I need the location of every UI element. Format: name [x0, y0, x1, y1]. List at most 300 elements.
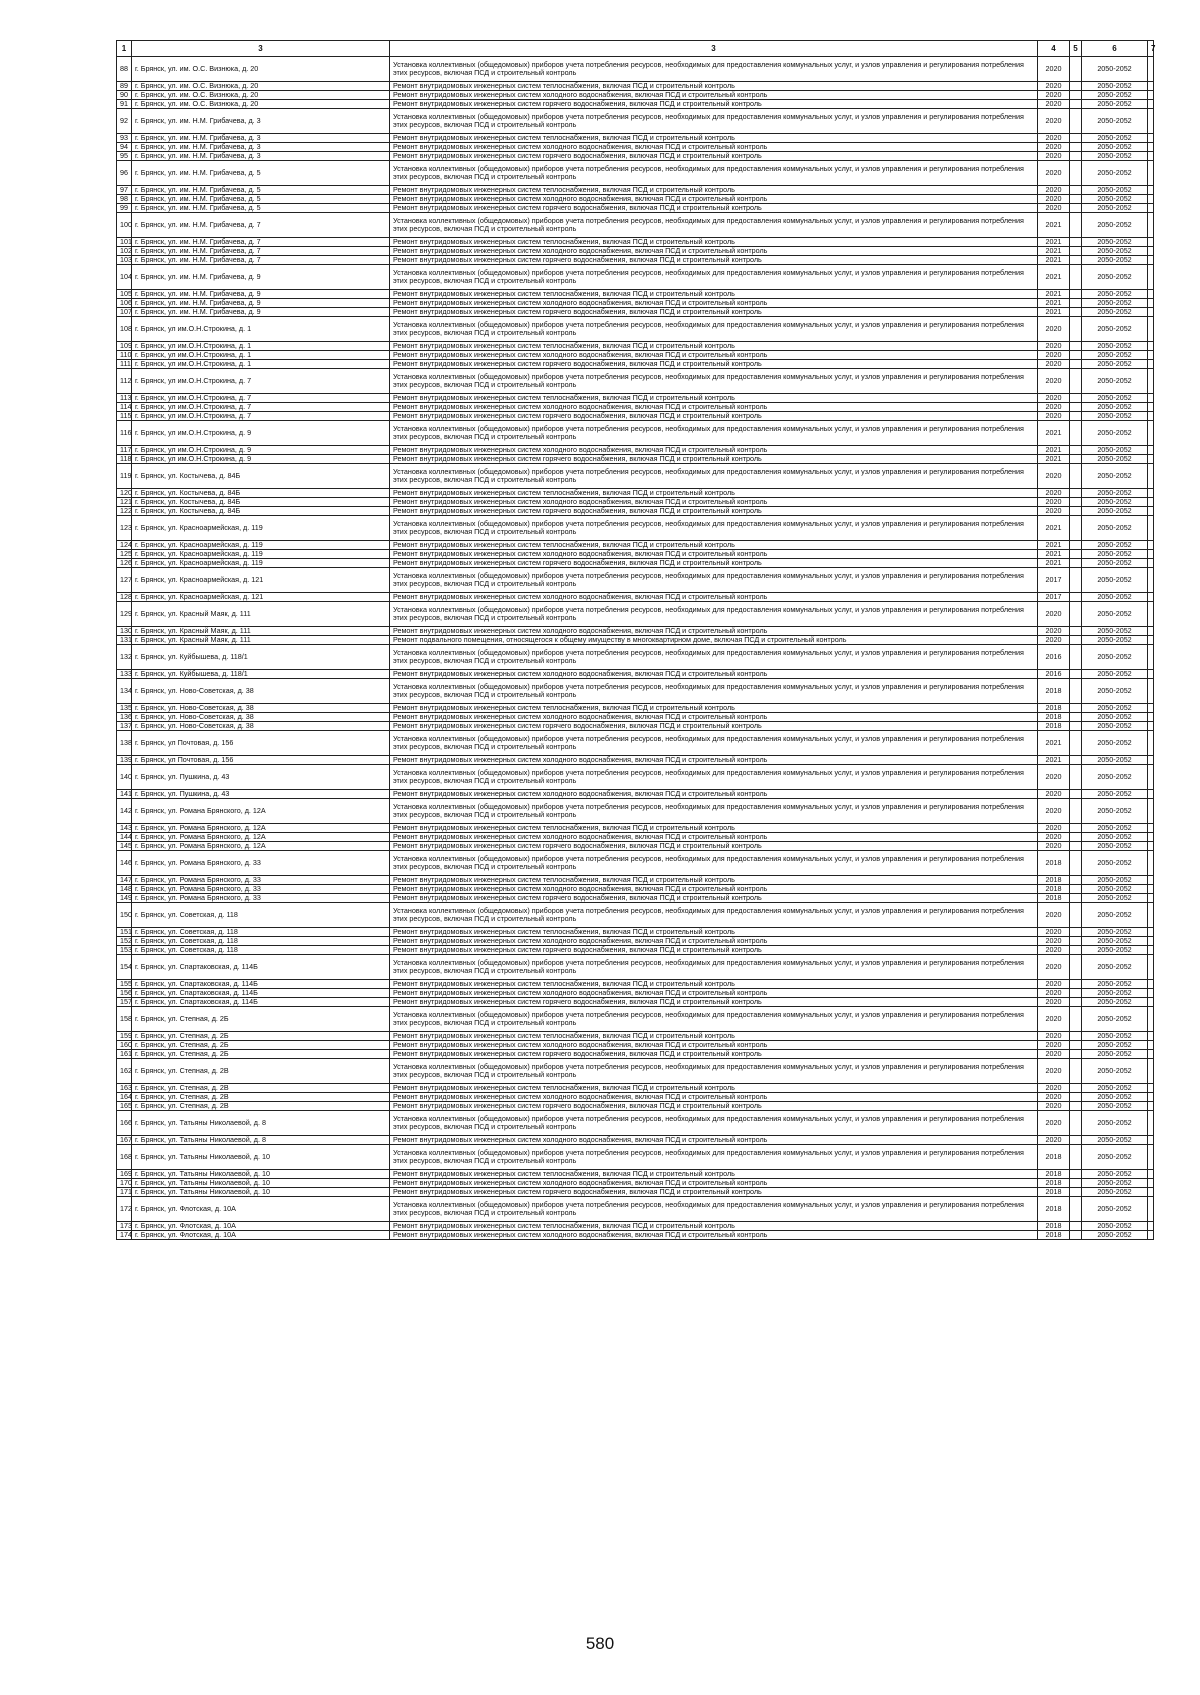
- row-work-description: Ремонт внутридомовых инженерных систем холодного водоснабжения, включая ПСД и строительный контроль: [390, 937, 1038, 946]
- row-year: 2018: [1038, 1197, 1070, 1222]
- row-period: 2050-2052: [1082, 143, 1148, 152]
- row-work-description: Установка коллективных (общедомовых) приборов учета потребления ресурсов, необходимых для предоставления коммунальных услуг, и узлов управления и регулирования потребления этих ресурсов, включая ПСД и строительный контроль: [390, 1007, 1038, 1032]
- row-work-description: Ремонт внутридомовых инженерных систем горячего водоснабжения, включая ПСД и строительный контроль: [390, 455, 1038, 464]
- row-work-description: Ремонт внутридомовых инженерных систем горячего водоснабжения, включая ПСД и строительный контроль: [390, 998, 1038, 1007]
- row-year: 2020: [1038, 91, 1070, 100]
- table-row: [117, 593, 1154, 602]
- row-empty-last: [1148, 1093, 1154, 1102]
- row-empty-last: [1148, 593, 1154, 602]
- row-number: 159: [117, 1032, 132, 1041]
- row-year: 2021: [1038, 756, 1070, 765]
- table-row: [117, 1102, 1154, 1111]
- row-empty-last: [1148, 100, 1154, 109]
- row-address: г. Брянск, ул. Татьяны Николаевой, д. 10: [132, 1179, 390, 1188]
- row-empty-last: [1148, 204, 1154, 213]
- table-row: [117, 308, 1154, 317]
- row-number: 172: [117, 1197, 132, 1222]
- table-row: [117, 722, 1154, 731]
- row-year: 2020: [1038, 998, 1070, 1007]
- row-year: 2021: [1038, 421, 1070, 446]
- row-empty: [1070, 1032, 1082, 1041]
- row-number: 151: [117, 928, 132, 937]
- row-empty: [1070, 989, 1082, 998]
- row-number: 148: [117, 885, 132, 894]
- row-year: 2018: [1038, 894, 1070, 903]
- row-empty-last: [1148, 1007, 1154, 1032]
- row-year: 2020: [1038, 1050, 1070, 1059]
- row-year: 2020: [1038, 1041, 1070, 1050]
- row-empty: [1070, 593, 1082, 602]
- row-work-description: Ремонт внутридомовых инженерных систем теплоснабжения, включая ПСД и строительный контроль: [390, 82, 1038, 91]
- row-address: г. Брянск, ул. им. Н.М. Грибачева, д. 5: [132, 195, 390, 204]
- row-work-description: Ремонт внутридомовых инженерных систем горячего водоснабжения, включая ПСД и строительный контроль: [390, 1188, 1038, 1197]
- row-number: 134: [117, 679, 132, 704]
- row-address: г. Брянск, ул. Романа Брянского, д. 12А: [132, 799, 390, 824]
- row-period: 2050-2052: [1082, 894, 1148, 903]
- row-work-description: Ремонт внутридомовых инженерных систем холодного водоснабжения, включая ПСД и строительный контроль: [390, 550, 1038, 559]
- table-row: [117, 1050, 1154, 1059]
- row-work-description: Установка коллективных (общедомовых) приборов учета потребления ресурсов, необходимых для предоставления коммунальных услуг, и узлов управления и регулирования потребления этих ресурсов, включая ПСД и строительный контроль: [390, 464, 1038, 489]
- row-period: 2050-2052: [1082, 593, 1148, 602]
- row-empty: [1070, 109, 1082, 134]
- row-number: 93: [117, 134, 132, 143]
- header-col-6: 6: [1082, 41, 1148, 57]
- row-number: 125: [117, 550, 132, 559]
- row-period: 2050-2052: [1082, 998, 1148, 1007]
- row-number: 165: [117, 1102, 132, 1111]
- row-period: 2050-2052: [1082, 670, 1148, 679]
- row-empty-last: [1148, 412, 1154, 421]
- table-row: [117, 756, 1154, 765]
- row-empty-last: [1148, 636, 1154, 645]
- table-body: [117, 57, 1154, 1240]
- row-period: 2050-2052: [1082, 704, 1148, 713]
- table-row: [117, 256, 1154, 265]
- row-period: 2050-2052: [1082, 568, 1148, 593]
- row-period: 2050-2052: [1082, 928, 1148, 937]
- row-period: 2050-2052: [1082, 265, 1148, 290]
- table-row: [117, 152, 1154, 161]
- row-empty: [1070, 1111, 1082, 1136]
- row-address: г. Брянск, ул им.О.Н.Строкина, д. 7: [132, 403, 390, 412]
- table-row: [117, 636, 1154, 645]
- row-address: г. Брянск, ул. Красноармейская, д. 119: [132, 541, 390, 550]
- row-work-description: Ремонт внутридомовых инженерных систем горячего водоснабжения, включая ПСД и строительный контроль: [390, 507, 1038, 516]
- row-year: 2020: [1038, 636, 1070, 645]
- row-empty-last: [1148, 308, 1154, 317]
- row-work-description: Ремонт внутридомовых инженерных систем теплоснабжения, включая ПСД и строительный контроль: [390, 1032, 1038, 1041]
- row-empty-last: [1148, 143, 1154, 152]
- row-year: 2020: [1038, 790, 1070, 799]
- table-row: [117, 1231, 1154, 1240]
- row-address: г. Брянск, ул. Степная, д. 2Б: [132, 1050, 390, 1059]
- row-empty: [1070, 722, 1082, 731]
- row-number: 150: [117, 903, 132, 928]
- table-row: [117, 799, 1154, 824]
- row-work-description: Ремонт внутридомовых инженерных систем холодного водоснабжения, включая ПСД и строительный контроль: [390, 713, 1038, 722]
- row-period: 2050-2052: [1082, 1145, 1148, 1170]
- row-address: г. Брянск, ул им.О.Н.Строкина, д. 1: [132, 351, 390, 360]
- row-address: г. Брянск, ул. Спартаковская, д. 114Б: [132, 980, 390, 989]
- row-number: 107: [117, 308, 132, 317]
- row-empty: [1070, 559, 1082, 568]
- row-number: 174: [117, 1231, 132, 1240]
- row-empty: [1070, 507, 1082, 516]
- table-row: [117, 765, 1154, 790]
- row-number: 130: [117, 627, 132, 636]
- row-year: 2020: [1038, 937, 1070, 946]
- row-period: 2050-2052: [1082, 446, 1148, 455]
- row-empty: [1070, 1041, 1082, 1050]
- row-work-description: Ремонт внутридомовых инженерных систем теплоснабжения, включая ПСД и строительный контроль: [390, 238, 1038, 247]
- row-number: 133: [117, 670, 132, 679]
- row-number: 129: [117, 602, 132, 627]
- row-empty: [1070, 679, 1082, 704]
- row-empty-last: [1148, 1197, 1154, 1222]
- row-empty-last: [1148, 489, 1154, 498]
- row-number: 157: [117, 998, 132, 1007]
- row-period: 2050-2052: [1082, 713, 1148, 722]
- row-year: 2018: [1038, 679, 1070, 704]
- row-empty: [1070, 82, 1082, 91]
- row-work-description: Ремонт внутридомовых инженерных систем холодного водоснабжения, включая ПСД и строительный контроль: [390, 756, 1038, 765]
- row-work-description: Ремонт внутридомовых инженерных систем холодного водоснабжения, включая ПСД и строительный контроль: [390, 247, 1038, 256]
- row-period: 2050-2052: [1082, 161, 1148, 186]
- header-col-7: 7: [1148, 41, 1154, 57]
- table-row: [117, 903, 1154, 928]
- row-empty-last: [1148, 602, 1154, 627]
- row-empty: [1070, 998, 1082, 1007]
- row-address: г. Брянск, ул им.О.Н.Строкина, д. 7: [132, 412, 390, 421]
- row-year: 2021: [1038, 299, 1070, 308]
- row-empty: [1070, 1059, 1082, 1084]
- table-row: [117, 516, 1154, 541]
- table-row: [117, 1059, 1154, 1084]
- row-empty-last: [1148, 1179, 1154, 1188]
- row-address: г. Брянск, ул. им. Н.М. Грибачева, д. 5: [132, 204, 390, 213]
- row-empty-last: [1148, 679, 1154, 704]
- row-empty-last: [1148, 213, 1154, 238]
- row-work-description: Установка коллективных (общедомовых) приборов учета потребления ресурсов, необходимых для предоставления коммунальных услуг, и узлов управления и регулирования потребления этих ресурсов, включая ПСД и строительный контроль: [390, 317, 1038, 342]
- row-number: 102: [117, 247, 132, 256]
- row-address: г. Брянск, ул. Татьяны Николаевой, д. 10: [132, 1188, 390, 1197]
- row-empty-last: [1148, 568, 1154, 593]
- row-year: 2020: [1038, 980, 1070, 989]
- row-work-description: Ремонт внутридомовых инженерных систем холодного водоснабжения, включая ПСД и строительный контроль: [390, 1179, 1038, 1188]
- row-empty-last: [1148, 1145, 1154, 1170]
- row-work-description: Установка коллективных (общедомовых) приборов учета потребления ресурсов, необходимых для предоставления коммунальных услуг, и узлов управления и регулирования потребления этих ресурсов, включая ПСД и строительный контроль: [390, 265, 1038, 290]
- row-address: г. Брянск, ул. Куйбышева, д. 118/1: [132, 645, 390, 670]
- row-work-description: Ремонт внутридомовых инженерных систем холодного водоснабжения, включая ПСД и строительный контроль: [390, 885, 1038, 894]
- row-period: 2050-2052: [1082, 722, 1148, 731]
- row-year: 2020: [1038, 1007, 1070, 1032]
- row-number: 137: [117, 722, 132, 731]
- row-empty: [1070, 842, 1082, 851]
- row-year: 2020: [1038, 498, 1070, 507]
- row-period: 2050-2052: [1082, 765, 1148, 790]
- row-empty-last: [1148, 1231, 1154, 1240]
- row-address: г. Брянск, ул. Степная, д. 2В: [132, 1084, 390, 1093]
- repair-schedule-table: [116, 40, 1154, 1240]
- row-empty: [1070, 885, 1082, 894]
- row-period: 2050-2052: [1082, 317, 1148, 342]
- row-period: 2050-2052: [1082, 833, 1148, 842]
- row-period: 2050-2052: [1082, 937, 1148, 946]
- row-empty-last: [1148, 946, 1154, 955]
- row-address: г. Брянск, ул. Флотская, д. 10А: [132, 1231, 390, 1240]
- row-empty-last: [1148, 989, 1154, 998]
- row-empty: [1070, 403, 1082, 412]
- row-work-description: Установка коллективных (общедомовых) приборов учета потребления ресурсов, необходимых для предоставления коммунальных услуг, и узлов управления и регулирования потребления этих ресурсов, включая ПСД и строительный контроль: [390, 213, 1038, 238]
- row-period: 2050-2052: [1082, 421, 1148, 446]
- row-address: г. Брянск, ул. Татьяны Николаевой, д. 8: [132, 1111, 390, 1136]
- row-year: 2021: [1038, 446, 1070, 455]
- table-row: [117, 851, 1154, 876]
- row-address: г. Брянск, ул. Романа Брянского, д. 33: [132, 851, 390, 876]
- row-empty: [1070, 143, 1082, 152]
- row-work-description: Ремонт внутридомовых инженерных систем холодного водоснабжения, включая ПСД и строительный контроль: [390, 1231, 1038, 1240]
- row-work-description: Ремонт внутридомовых инженерных систем теплоснабжения, включая ПСД и строительный контроль: [390, 342, 1038, 351]
- row-number: 100: [117, 213, 132, 238]
- row-work-description: Ремонт внутридомовых инженерных систем теплоснабжения, включая ПСД и строительный контроль: [390, 824, 1038, 833]
- row-empty: [1070, 645, 1082, 670]
- row-empty-last: [1148, 670, 1154, 679]
- row-number: 119: [117, 464, 132, 489]
- row-number: 158: [117, 1007, 132, 1032]
- row-empty: [1070, 1050, 1082, 1059]
- row-period: 2050-2052: [1082, 1050, 1148, 1059]
- row-empty: [1070, 238, 1082, 247]
- row-empty: [1070, 152, 1082, 161]
- row-period: 2050-2052: [1082, 799, 1148, 824]
- row-year: 2020: [1038, 955, 1070, 980]
- row-number: 95: [117, 152, 132, 161]
- table-row: [117, 421, 1154, 446]
- row-empty: [1070, 894, 1082, 903]
- row-empty-last: [1148, 1032, 1154, 1041]
- row-empty: [1070, 876, 1082, 885]
- row-number: 169: [117, 1170, 132, 1179]
- row-empty: [1070, 1179, 1082, 1188]
- row-empty-last: [1148, 1111, 1154, 1136]
- row-number: 108: [117, 317, 132, 342]
- row-empty: [1070, 256, 1082, 265]
- row-work-description: Ремонт внутридомовых инженерных систем теплоснабжения, включая ПСД и строительный контроль: [390, 980, 1038, 989]
- table-row: [117, 670, 1154, 679]
- row-number: 98: [117, 195, 132, 204]
- row-year: 2020: [1038, 928, 1070, 937]
- row-year: 2021: [1038, 238, 1070, 247]
- table-row: [117, 455, 1154, 464]
- row-year: 2020: [1038, 360, 1070, 369]
- row-empty: [1070, 1007, 1082, 1032]
- row-period: 2050-2052: [1082, 455, 1148, 464]
- row-empty-last: [1148, 351, 1154, 360]
- row-work-description: Ремонт внутридомовых инженерных систем холодного водоснабжения, включая ПСД и строительный контроль: [390, 195, 1038, 204]
- row-empty-last: [1148, 369, 1154, 394]
- row-period: 2050-2052: [1082, 679, 1148, 704]
- row-number: 115: [117, 412, 132, 421]
- row-number: 110: [117, 351, 132, 360]
- row-empty: [1070, 91, 1082, 100]
- row-period: 2050-2052: [1082, 489, 1148, 498]
- row-work-description: Установка коллективных (общедомовых) приборов учета потребления ресурсов, необходимых для предоставления коммунальных услуг, и узлов управления и регулирования потребления этих ресурсов, включая ПСД и строительный контроль: [390, 516, 1038, 541]
- row-address: г. Брянск, ул. Красноармейская, д. 119: [132, 550, 390, 559]
- row-empty-last: [1148, 91, 1154, 100]
- row-number: 146: [117, 851, 132, 876]
- row-empty-last: [1148, 161, 1154, 186]
- row-period: 2050-2052: [1082, 645, 1148, 670]
- row-period: 2050-2052: [1082, 351, 1148, 360]
- row-year: 2016: [1038, 670, 1070, 679]
- row-number: 109: [117, 342, 132, 351]
- row-period: 2050-2052: [1082, 134, 1148, 143]
- row-empty: [1070, 636, 1082, 645]
- row-address: г. Брянск, ул Почтовая, д. 156: [132, 731, 390, 756]
- row-empty-last: [1148, 627, 1154, 636]
- row-empty: [1070, 498, 1082, 507]
- row-address: г. Брянск, ул. Костычева, д. 84Б: [132, 507, 390, 516]
- row-empty: [1070, 464, 1082, 489]
- row-address: г. Брянск, ул. им. Н.М. Грибачева, д. 5: [132, 161, 390, 186]
- row-work-description: Ремонт внутридомовых инженерных систем теплоснабжения, включая ПСД и строительный контроль: [390, 1222, 1038, 1231]
- row-period: 2050-2052: [1082, 636, 1148, 645]
- row-year: 2020: [1038, 1136, 1070, 1145]
- row-number: 171: [117, 1188, 132, 1197]
- row-period: 2050-2052: [1082, 842, 1148, 851]
- row-address: г. Брянск, ул. Спартаковская, д. 114Б: [132, 955, 390, 980]
- row-period: 2050-2052: [1082, 903, 1148, 928]
- row-period: 2050-2052: [1082, 1007, 1148, 1032]
- row-year: 2021: [1038, 550, 1070, 559]
- row-year: 2021: [1038, 290, 1070, 299]
- row-number: 143: [117, 824, 132, 833]
- row-address: г. Брянск, ул. Советская, д. 118: [132, 937, 390, 946]
- row-number: 114: [117, 403, 132, 412]
- row-number: 113: [117, 394, 132, 403]
- row-empty: [1070, 1093, 1082, 1102]
- row-empty: [1070, 1197, 1082, 1222]
- header-col-3: 3: [390, 41, 1038, 57]
- row-empty: [1070, 824, 1082, 833]
- row-year: 2020: [1038, 989, 1070, 998]
- row-empty: [1070, 308, 1082, 317]
- row-period: 2050-2052: [1082, 790, 1148, 799]
- row-empty: [1070, 342, 1082, 351]
- row-year: 2020: [1038, 1032, 1070, 1041]
- row-empty: [1070, 1145, 1082, 1170]
- row-address: г. Брянск, ул. им. Н.М. Грибачева, д. 9: [132, 265, 390, 290]
- row-empty: [1070, 369, 1082, 394]
- row-year: 2021: [1038, 256, 1070, 265]
- row-year: 2021: [1038, 731, 1070, 756]
- row-work-description: Ремонт внутридомовых инженерных систем холодного водоснабжения, включая ПСД и строительный контроль: [390, 91, 1038, 100]
- row-year: 2020: [1038, 143, 1070, 152]
- row-work-description: Установка коллективных (общедомовых) приборов учета потребления ресурсов, необходимых для предоставления коммунальных услуг, и узлов управления и регулирования потребления этих ресурсов, включая ПСД и строительный контроль: [390, 645, 1038, 670]
- row-year: 2020: [1038, 412, 1070, 421]
- row-year: 2020: [1038, 403, 1070, 412]
- table-row: [117, 109, 1154, 134]
- row-period: 2050-2052: [1082, 213, 1148, 238]
- row-address: г. Брянск, ул. Красноармейская, д. 119: [132, 516, 390, 541]
- row-work-description: Ремонт внутридомовых инженерных систем теплоснабжения, включая ПСД и строительный контроль: [390, 704, 1038, 713]
- row-period: 2050-2052: [1082, 1197, 1148, 1222]
- row-year: 2020: [1038, 186, 1070, 195]
- row-address: г. Брянск, ул Почтовая, д. 156: [132, 756, 390, 765]
- row-number: 167: [117, 1136, 132, 1145]
- row-empty: [1070, 627, 1082, 636]
- row-period: 2050-2052: [1082, 498, 1148, 507]
- row-address: г. Брянск, ул. Романа Брянского, д. 33: [132, 876, 390, 885]
- row-number: 152: [117, 937, 132, 946]
- row-address: г. Брянск, ул им.О.Н.Строкина, д. 1: [132, 360, 390, 369]
- row-work-description: Ремонт внутридомовых инженерных систем теплоснабжения, включая ПСД и строительный контроль: [390, 134, 1038, 143]
- row-address: г. Брянск, ул. им. Н.М. Грибачева, д. 3: [132, 152, 390, 161]
- row-address: г. Брянск, ул. Романа Брянского, д. 33: [132, 894, 390, 903]
- row-address: г. Брянск, ул. Костычева, д. 84Б: [132, 489, 390, 498]
- row-year: 2017: [1038, 593, 1070, 602]
- row-empty: [1070, 360, 1082, 369]
- row-empty: [1070, 1188, 1082, 1197]
- row-address: г. Брянск, ул. им. О.С. Визнюка, д. 20: [132, 82, 390, 91]
- row-empty: [1070, 550, 1082, 559]
- row-empty-last: [1148, 299, 1154, 308]
- row-number: 99: [117, 204, 132, 213]
- row-empty-last: [1148, 885, 1154, 894]
- row-number: 163: [117, 1084, 132, 1093]
- row-year: 2020: [1038, 369, 1070, 394]
- row-period: 2050-2052: [1082, 885, 1148, 894]
- row-period: 2050-2052: [1082, 516, 1148, 541]
- row-work-description: Установка коллективных (общедомовых) приборов учета потребления ресурсов, необходимых для предоставления коммунальных услуг, и узлов управления и регулирования потребления этих ресурсов, включая ПСД и строительный контроль: [390, 1197, 1038, 1222]
- row-number: 127: [117, 568, 132, 593]
- row-address: г. Брянск, ул. Куйбышева, д. 118/1: [132, 670, 390, 679]
- row-empty-last: [1148, 550, 1154, 559]
- row-work-description: Установка коллективных (общедомовых) приборов учета потребления ресурсов, необходимых для предоставления коммунальных услуг, и узлов управления и регулирования потребления этих ресурсов, включая ПСД и строительный контроль: [390, 568, 1038, 593]
- row-empty: [1070, 937, 1082, 946]
- row-year: 2018: [1038, 704, 1070, 713]
- row-period: 2050-2052: [1082, 1222, 1148, 1231]
- row-empty: [1070, 299, 1082, 308]
- row-work-description: Установка коллективных (общедомовых) приборов учета потребления ресурсов, необходимых для предоставления коммунальных услуг, и узлов управления и регулирования потребления этих ресурсов, включая ПСД и строительный контроль: [390, 1111, 1038, 1136]
- row-address: г. Брянск, ул. им. О.С. Визнюка, д. 20: [132, 100, 390, 109]
- row-empty: [1070, 980, 1082, 989]
- row-work-description: Установка коллективных (общедомовых) приборов учета потребления ресурсов, необходимых для предоставления коммунальных услуг, и узлов управления и регулирования потребления этих ресурсов, включая ПСД и строительный контроль: [390, 731, 1038, 756]
- table-row: [117, 464, 1154, 489]
- row-empty: [1070, 213, 1082, 238]
- row-address: г. Брянск, ул. им. О.С. Визнюка, д. 20: [132, 91, 390, 100]
- row-period: 2050-2052: [1082, 238, 1148, 247]
- row-year: 2018: [1038, 876, 1070, 885]
- row-work-description: Ремонт внутридомовых инженерных систем холодного водоснабжения, включая ПСД и строительный контроль: [390, 989, 1038, 998]
- row-period: 2050-2052: [1082, 989, 1148, 998]
- row-number: 162: [117, 1059, 132, 1084]
- row-empty-last: [1148, 541, 1154, 550]
- row-work-description: Ремонт внутридомовых инженерных систем теплоснабжения, включая ПСД и строительный контроль: [390, 541, 1038, 550]
- row-empty-last: [1148, 394, 1154, 403]
- table-row: [117, 369, 1154, 394]
- row-address: г. Брянск, ул. Советская, д. 118: [132, 946, 390, 955]
- row-empty-last: [1148, 833, 1154, 842]
- row-year: 2020: [1038, 195, 1070, 204]
- row-number: 118: [117, 455, 132, 464]
- row-empty: [1070, 195, 1082, 204]
- row-address: г. Брянск, ул. им. Н.М. Грибачева, д. 7: [132, 247, 390, 256]
- row-empty-last: [1148, 799, 1154, 824]
- row-empty-last: [1148, 247, 1154, 256]
- row-number: 105: [117, 290, 132, 299]
- row-number: 104: [117, 265, 132, 290]
